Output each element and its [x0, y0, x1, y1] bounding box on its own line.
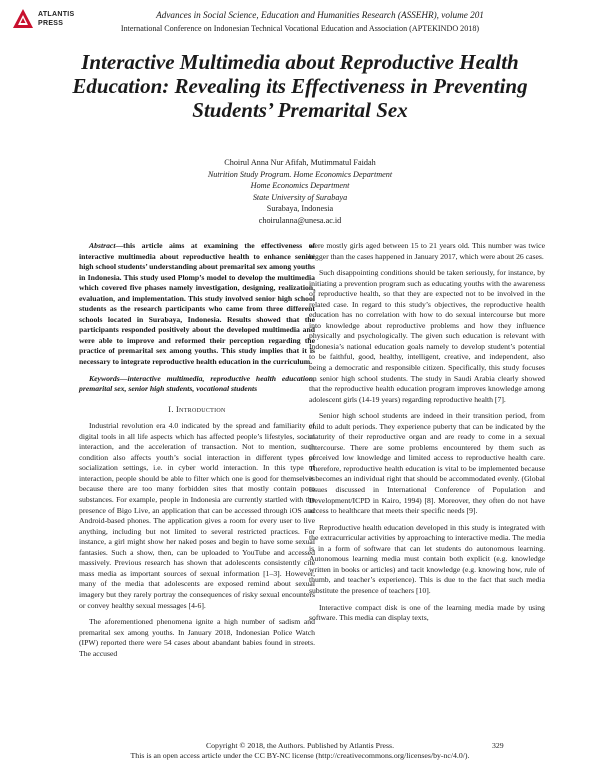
right-column	[309, 241, 545, 630]
author-city: Surabaya, Indonesia	[266, 204, 334, 213]
abstract-label: Abstract	[89, 241, 116, 250]
keywords	[79, 374, 315, 395]
conference-header: International Conference on Indonesian Technical Vocational Education and Association (APTEKINDO 2018)	[120, 24, 480, 33]
abstract-text: —this article aims at examining the effectiveness of interactive multimedia about reproductive health to enhance senior high school students’ understanding about premarital sex among youths in Indonesia. This study used Plomp’s model to develop the multimedia which covered five phases namely investigation, designing, realization, evaluation, and implementation. This study involved senior high school students as the research participants who came from three different schools located in Surabaya, Indonesia. Results showed that the participants responded positively about the developed multimedia and were able to improve and reformed their perception regarding the practice of premarital sex among youths. This study implies that it is necessary to integrate reproductive health education in the curriculum.	[79, 241, 315, 367]
paragraph: The aforementioned phenomena ignite a high number of sadism and premarital sex among youths. In January 2018, Indonesian Police Watch (IPW) reported there were 54 cases about abandant babies found in streets. The accused	[79, 617, 315, 658]
journal-header: Advances in Social Science, Education and Humanities Research (ASSEHR), volume 201	[156, 10, 484, 20]
paragraph: Interactive compact disk is one of the learning media made by using software. This media can display texts,	[309, 602, 545, 623]
copyright-line: Copyright © 2018, the Authors. Published by Atlantis Press.	[205, 741, 395, 750]
section-heading-introduction	[79, 405, 315, 416]
author-block	[100, 157, 500, 226]
left-column	[79, 241, 315, 665]
page-footer	[0, 741, 600, 761]
affiliation-2: Home Economics Department	[250, 181, 350, 190]
section-title: Introduction	[176, 404, 226, 414]
publisher-name-line1: ATLANTIS	[38, 11, 75, 18]
paragraph: Reproductive health education developed in this study is integrated with the extracurricular activities by approaching to interactive media. The media is in a form of software that can let students do autonomous learning. Autonomous learning media must contain both explicit (e.g. knowledge written in books or articles) and tacit knowledge (e.g. knowing how, rule of thumb, and teacher’s experience). This is due to the fact that such media substitute the presence of teachers [10].	[309, 522, 545, 595]
atlantis-press-logo-icon	[12, 8, 34, 30]
affiliation-3: State University of Surabaya	[252, 192, 348, 202]
paragraph: Such disappointing conditions should be taken seriously, for instance, by initiating a prevention program such as educating youths with the awareness of reproductive health, so that they are expected not to be involved in the related case. In regard to this study’s objectives, the reproductive health education has no correlation with how to do sexual intercourse but more into knowledge about reproductive problems and how they influence physically and psychologically. The given such education is relevant with Indonesia’s national education goals namely to develop student’s potential to be faithful, good, healthy, intelligent, creative, and independent, also being a democratic and responsible citizen. Specifically, this study focuses on senior high school students. The study in Saudi Arabia clearly showed that the reproductive health education program improves knowledge among adolescent girls (14-19 years) regarding reproductive health [7].	[309, 268, 545, 404]
license-line[interactable]: This is an open access article under the CC BY-NC license (http://creativecommons.org/licenses/by-nc/4.0/).	[130, 751, 470, 760]
paper-title: Interactive Multimedia about Reproductive Health Education: Revealing its Effectiveness in Preventing Students’ Premarital Sex	[72, 50, 528, 122]
section-number: I.	[168, 404, 174, 414]
author-email[interactable]: choirulanna@unesa.ac.id	[258, 215, 342, 225]
publisher-name-line2: PRESS	[38, 20, 64, 27]
keywords-label: Keywords—	[89, 373, 128, 383]
paragraph: were mostly girls aged between 15 to 21 years old. This number was twice bigger than the cases happened in January 2017, which were about 26 cases.	[309, 241, 545, 261]
affiliation-1: Nutrition Study Program. Home Economics Department	[207, 169, 393, 179]
author-names: Choirul Anna Nur Afifah, Mutimmatul Faidah	[224, 158, 376, 167]
abstract	[79, 241, 315, 368]
page-number: 329	[492, 741, 504, 750]
keywords-text: interactive multimedia, reproductive health education, premarital sex, senior high students, vocational students	[79, 373, 315, 394]
paragraph: Senior high school students are indeed in their transition period, from child to adult periods. They experience puberty that can be indicated by the maturity of their reproductive organ and are ready to come in a sexual intercourse. There are some problems encountered by them such as perceived low knowledge and limited access to reproductive health care. Therefore, reproductive health education is vital to be implemented because it becomes an individual right that should be accommodated evenly. (Global issues discussed in International Conference of Population and Development/ICPD in Kairo, 1994) [8]. Moreover, they often do not have access to healthcare that meets their specific needs [9].	[309, 411, 545, 516]
paragraph: Industrial revolution era 4.0 indicated by the spread and familiarity of digital tools in all life aspects which has affected people’s lifestyles, social interaction, and the acceleration of transaction. Not to mention, such condition also affects youth’s social interaction in different types of socialization settings, i.e. in cyber world interaction. In this type of interaction, people should be able to filter which one is good for themselves because there are too many forbidden sites that mostly contain porn substances. For example, people in Indonesia are currently startled with the presence of Bigo Live, an application that can be accessed through iOS and Android-based phones. The application gives a room for every user to live anything, including but not limited to several restricted practices. For instance, a girl might show her naked poses and begin to have some sexual fantasies. Such a show, then, can be uploaded to YouTube and accessed massively. Previous research has shown that adolescents consistently cite mass media as important sources of sexual information [1–3]. However, many of the media that adolescents are exposed remind about sexual imagery but they rarely portray the consequences of risky sexual encounters or convey healthy sexual messages [4-6].	[79, 421, 315, 610]
